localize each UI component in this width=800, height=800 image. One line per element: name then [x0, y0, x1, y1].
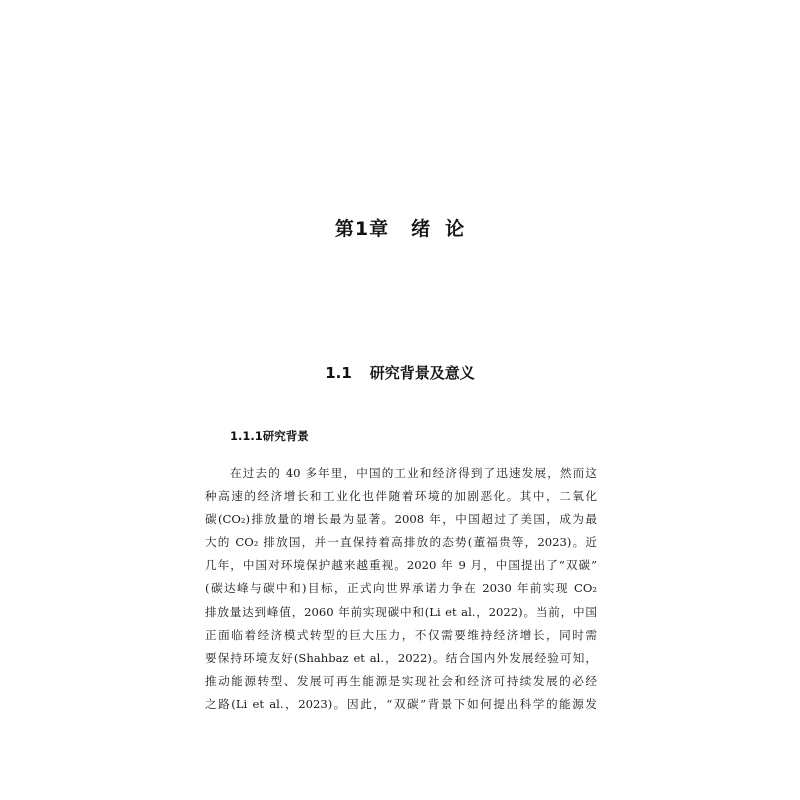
body-line: 几年，中国对环境保护越来越重视。2020 年 9 月，中国提出了“双碳” [205, 558, 597, 573]
subsection-heading [230, 428, 309, 444]
section-heading [0, 362, 800, 383]
chapter-number: 第1章 [334, 218, 390, 240]
body-line: 推动能源转型、发展可再生能源是实现社会和经济可持续发展的必经 [205, 673, 597, 688]
body-line: 要保持环境友好(Shahbaz et al.，2022)。结合国内外发展经验可知， [205, 650, 597, 665]
subsection-number: 1.1.1 [230, 429, 263, 443]
body-line: 之路(Li et al.，2023)。因此，“双碳”背景下如何提出科学的能源发 [205, 696, 597, 711]
section-title: 研究背景及意义 [369, 364, 475, 382]
body-line: 大的 CO₂ 排放国，并一直保持着高排放的态势(董福贵等，2023)。近 [205, 535, 597, 550]
chapter-title [0, 214, 800, 241]
body-line: (碳达峰与碳中和)目标，正式向世界承诺力争在 2030 年前实现 CO₂ [205, 581, 597, 596]
body-line: 碳(CO₂)排放量的增长最为显著。2008 年，中国超过了美国，成为最 [205, 512, 597, 527]
section-number: 1.1 [325, 364, 352, 382]
body-paragraph [205, 462, 597, 716]
body-line: 种高速的经济增长和工业化也伴随着环境的加剧恶化。其中，二氧化 [205, 489, 597, 504]
chapter-title-char-1: 绪 [411, 218, 432, 240]
body-line: 正面临着经济模式转型的巨大压力，不仅需要维持经济增长，同时需 [205, 627, 597, 642]
body-line: 在过去的 40 多年里，中国的工业和经济得到了迅速发展，然而这 [230, 466, 597, 480]
body-line: 排放量达到峰值，2060 年前实现碳中和(Li et al.，2022)。当前，中国 [205, 604, 597, 619]
subsection-title: 研究背景 [262, 429, 309, 443]
chapter-title-char-2: 论 [445, 218, 466, 240]
